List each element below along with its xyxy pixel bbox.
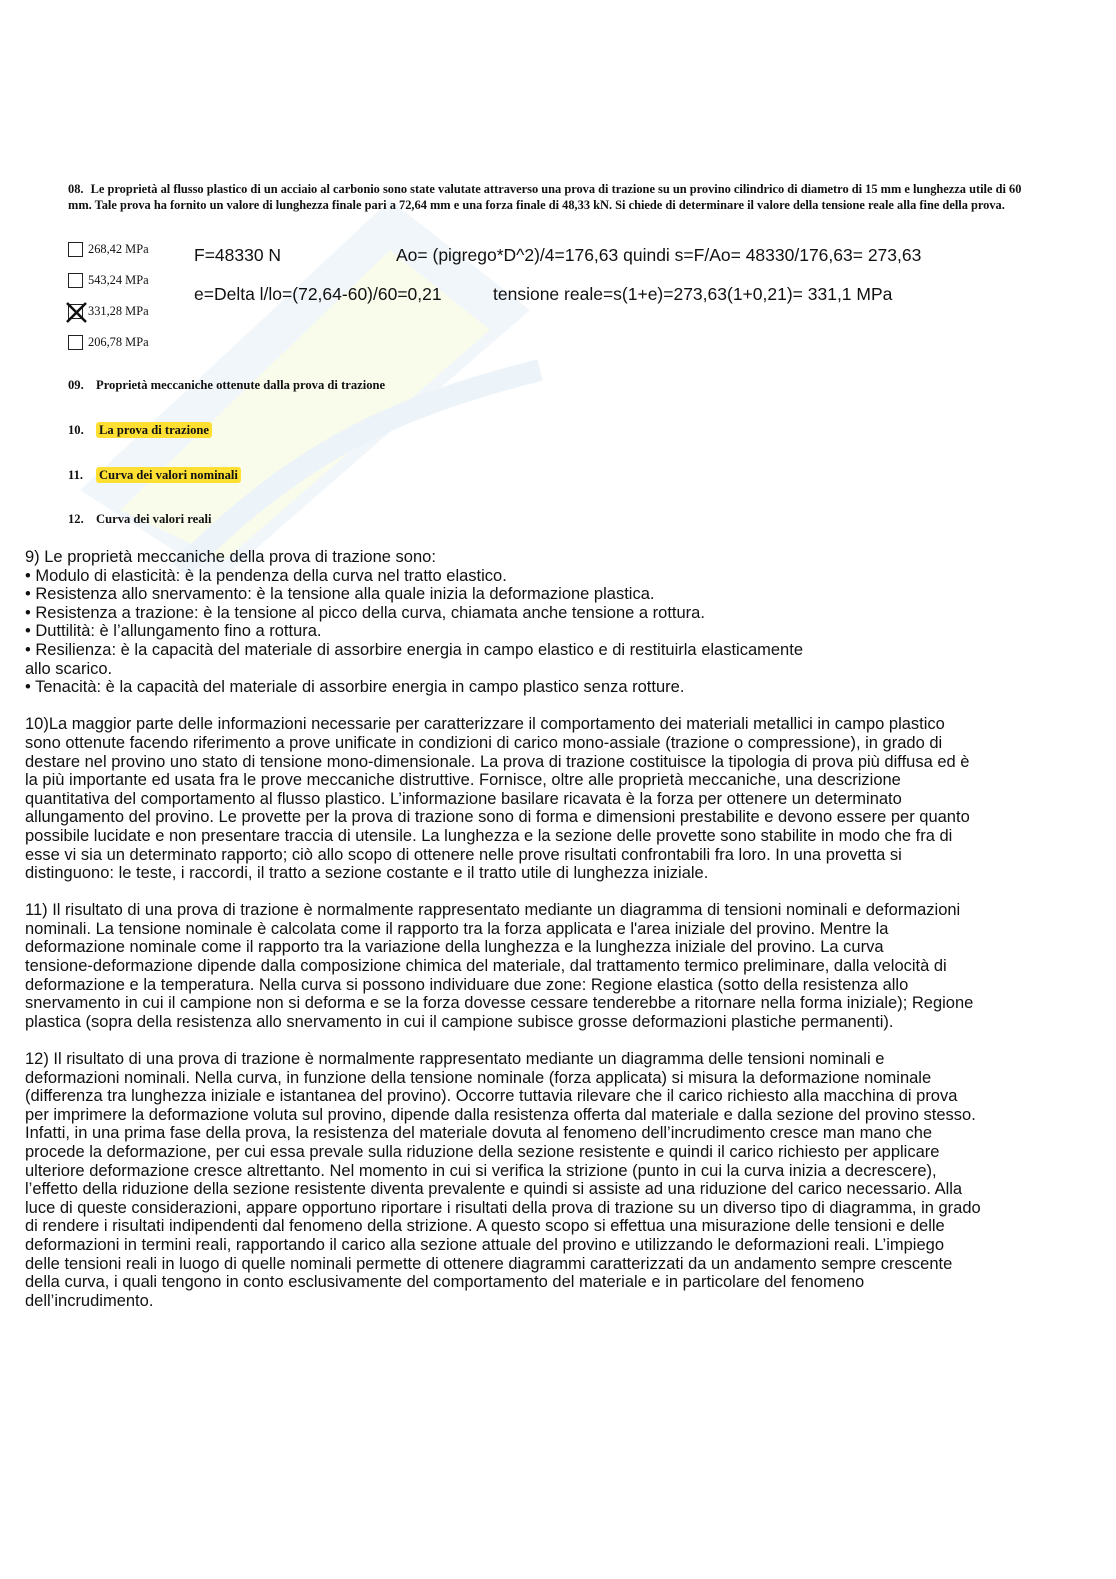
question-12-text: Curva dei valori reali: [96, 512, 212, 526]
question-12: [68, 512, 212, 527]
answer-line: snervamento in cui il campione non si deforma e se la forza dovesse cessare tenderebbe a ritornare nella forma iniziale); Regione: [25, 994, 974, 1013]
answer-line: per imprimere la deformazione voluta sul provino, dipende dalla resistenza offerta dal materiale e dalla sezione del provino stesso.: [25, 1105, 976, 1124]
answer-line: l’effetto della riduzione della sezione resistente diventa prevalente e quindi si assiste ad una riduzione del carico necessario. Alla: [25, 1180, 963, 1199]
option-2[interactable]: [68, 270, 149, 290]
answer-line: quantitativa del comportamento al flusso plastico. L’informazione basilare ricavata è la forza per ottenere un determinato: [25, 789, 902, 808]
answer-line: distinguono: le teste, i raccordi, il tratto a sezione costante e il tratto utile di lunghezza iniziale.: [25, 864, 709, 883]
answer-line: la più importante ed usata fra le prove meccaniche distruttive. Fornisce, oltre alle proprietà meccaniche, una descrizione: [25, 771, 901, 790]
answer-line: deformazione nominale come il rapporto tra la variazione della lunghezza e la lunghezza iniziale del provino. La curva: [25, 938, 884, 957]
option-4[interactable]: [68, 332, 149, 352]
question-12-number: 12.: [68, 512, 84, 526]
answer-line: deformazioni nominali. Nella curva, in funzione della tensione nominale (forza applicata) si misura la deformazione nominale: [25, 1068, 932, 1087]
answer-line: ulteriore deformazione cresce altrettanto. Nel momento in cui si verifica la strizione (punto in cui la curva inizia a decrescere),: [25, 1161, 937, 1180]
answer-line: • Resistenza a trazione: è la tensione al picco della curva, chiamata anche tensione a rottura.: [25, 603, 705, 622]
option-3[interactable]: [68, 301, 149, 321]
answer-line: (differenza tra lunghezza iniziale e istantanea del provino). Occorre tuttavia rilevare che il carico richiesto alla macchina di prova: [25, 1087, 958, 1106]
answer-line: • Modulo di elasticità: è la pendenza della curva nel tratto elastico.: [25, 566, 507, 585]
answer-line: luce di queste considerazioni, appare opportuno riportare i risultati della prova di trazione su un diverso tipo di diagramma, in grado: [25, 1198, 981, 1217]
calc-force: F=48330 N: [194, 245, 282, 265]
answer-line: plastica (sopra della resistenza allo snervamento in cui il campione subisce grosse deformazioni plastiche permanenti).: [25, 1012, 894, 1031]
answer-line: deformazione e la temperatura. Nella curva si possono individuare due zone: Regione elastica (sotto della resistenza allo: [25, 975, 909, 994]
answer-line: • Resistenza allo snervamento: è la tensione alla quale inizia la deformazione plastica.: [25, 585, 655, 604]
answer-10: [25, 715, 1105, 882]
answer-line: dell’incrudimento.: [25, 1291, 154, 1310]
option-label: 543,24 MPa: [88, 272, 149, 287]
question-11-text: Curva dei valori nominali: [96, 467, 241, 483]
option-label: 331,28 MPa: [88, 303, 149, 318]
answer-line: Infatti, in una prima fase della prova, la resistenza del materiale dovuta al fenomeno dell’incrudimento cresce man mano che: [25, 1124, 933, 1143]
answer-line: sono ottenute facendo riferimento a prove unificate in condizioni di carico mono-assiale (trazione o compressione), in grado di: [25, 733, 943, 752]
option-1[interactable]: [68, 239, 149, 259]
answer-line: 9) Le proprietà meccaniche della prova di trazione sono:: [25, 548, 436, 566]
option-checkbox[interactable]: [68, 273, 83, 288]
answer-line: 11) Il risultato di una prova di trazione è normalmente rappresentato mediante un diagramma di tensioni nominali e deformazioni: [25, 901, 961, 920]
question-09-text: Proprietà meccaniche ottenute dalla prova di trazione: [96, 378, 386, 392]
question-10-number: 10.: [68, 423, 84, 437]
answer-line: • Resilienza: è la capacità del materiale di assorbire energia in campo elastico e di restituirla elasticamente: [25, 640, 803, 659]
answer-11: [25, 901, 1105, 1031]
answer-line: 12) Il risultato di una prova di trazione è normalmente rappresentato mediante un diagramma delle tensioni nominali e: [25, 1050, 885, 1069]
question-08-number: 08.: [68, 182, 84, 196]
question-08-text: Le proprietà al flusso plastico di un acciaio al carbonio sono state valutate attraverso una prova di trazione su un provino cilindrico di diametro di 15 mm e lunghezza utile di 60 mm. Tale prova ha fornito un valore di lunghezza finale pari a 72,64 mm e una forza finale di 48,33 kN. Si chiede di determinare il valore della tensione reale alla fine della prova.: [68, 182, 1022, 212]
calc-true-stress: tensione reale=s(1+e)=273,63(1+0,21)= 331,1 MPa: [493, 284, 893, 304]
question-11: [68, 468, 241, 483]
answer-line: 10)La maggior parte delle informazioni necessarie per caratterizzare il comportamento dei materiali metallici in campo plastico: [25, 715, 945, 734]
answer-line: possibile lucidate e non presentare traccia di utensile. La lunghezza e la sezione delle provette sono stabilite in modo che fra di: [25, 826, 953, 845]
calc-strain: e=Delta l/lo=(72,64-60)/60=0,21: [194, 284, 442, 304]
answer-line: allo scarico.: [25, 659, 113, 678]
answers-section: [25, 548, 1105, 1329]
answer-line: nominali. La tensione nominale è calcolata come il rapporto tra la forza applicata e l'area iniziale del provino. Mentre la: [25, 919, 889, 938]
option-label: 206,78 MPa: [88, 334, 149, 349]
answer-line: delle tensioni reali in luogo di quelle nominali permette di ottenere diagrammi caratterizzati da un andamento sempre crescente: [25, 1254, 953, 1273]
answer-line: tensione-deformazione dipende dalla composizione chimica del materiale, dal trattamento termico preliminare, dalla velocità di: [25, 957, 947, 976]
question-08: [68, 181, 1048, 213]
question-09-number: 09.: [68, 378, 84, 392]
answer-line: • Duttilità: è l’allungamento fino a rottura.: [25, 622, 322, 641]
question-10: [68, 423, 212, 438]
answer-line: allungamento del provino. Le provette per la prova di trazione sono di forma e dimensioni prestabilite e devono essere per quanto: [25, 808, 970, 827]
answer-line: • Tenacità: è la capacità del materiale di assorbire energia in campo plastico senza rotture.: [25, 678, 685, 697]
answer-line: destare nel provino uno stato di tensione mono-dimensionale. La prova di trazione costituisce la tipologia di prova più diffusa ed è: [25, 752, 970, 771]
answer-line: procede la deformazione, per cui essa prevale sulla riduzione della sezione resistente e quindi il carico richiesto per applicare: [25, 1143, 940, 1161]
answer-09: [25, 548, 1105, 697]
calc-area: Ao= (pigrego*D^2)/4=176,63 quindi s=F/Ao= 48330/176,63= 273,63: [396, 245, 922, 265]
answer-line: esse vi sia un determinato rapporto; ciò allo scopo di ottenere nelle prove risultati confrontabili fra loro. In una provetta si: [25, 845, 902, 864]
question-10-text: La prova di trazione: [96, 422, 212, 438]
option-label: 268,42 MPa: [88, 241, 149, 256]
answer-12: [25, 1050, 1105, 1310]
question-11-number: 11.: [68, 468, 84, 482]
check-x-icon: [65, 301, 88, 324]
option-checkbox-checked[interactable]: [68, 304, 83, 319]
answer-line: di rendere i risultati indipendenti dal fenomeno della strizione. A questo scopo si effettua una misurazione delle tensioni e delle: [25, 1217, 945, 1236]
answer-line: deformazioni in termini reali, rapportando il carico alla sezione attuale del provino e utilizzando le deformazioni reali. L’impiego: [25, 1235, 944, 1254]
answer-line: della curva, i quali tengono in conto esclusivamente del comportamento del materiale e in particolare del fenomeno: [25, 1273, 865, 1292]
question-09: [68, 378, 385, 393]
option-checkbox[interactable]: [68, 242, 83, 257]
option-checkbox[interactable]: [68, 335, 83, 350]
